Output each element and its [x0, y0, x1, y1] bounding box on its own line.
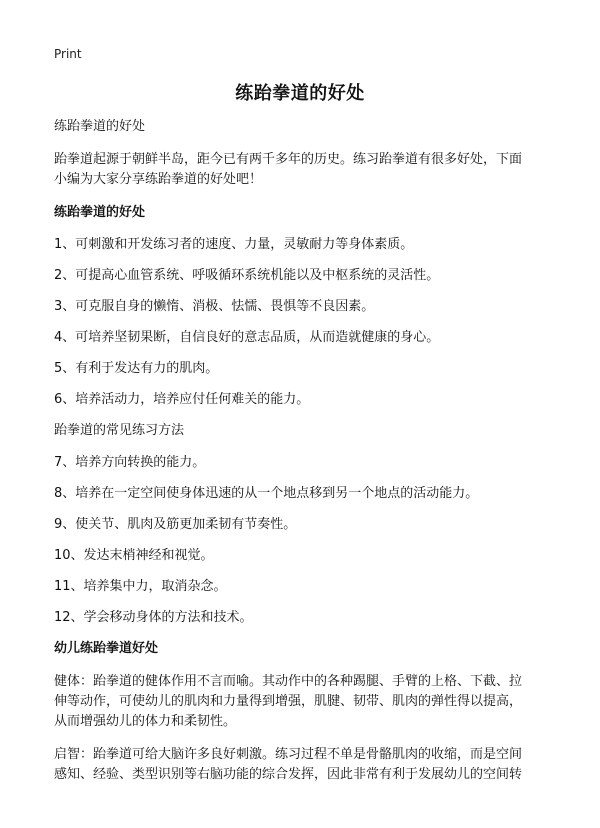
list-item: 3、可克服自身的懒惰、消极、怯懦、畏惧等不良因素。	[54, 299, 375, 314]
paragraph-fitness	[54, 672, 554, 732]
list-item: 2、可提高心血管系统、呼吸循环系统机能以及中枢系统的灵活性。	[54, 268, 440, 283]
intro-line: 跆拳道起源于朝鲜半岛，距今已有两千多年的历史。练习跆拳道有很多好处，下面	[54, 152, 523, 167]
list-item: 8、培养在一定空间使身体迅速的从一个地点移到另一个地点的活动能力。	[54, 486, 479, 501]
list-item: 11、培养集中力，取消杂念。	[54, 579, 227, 594]
list-item: 7、培养方向转换的能力。	[54, 455, 206, 470]
document-subtitle: 练跆拳道的好处	[54, 119, 146, 134]
list-item: 10、发达末梢神经和视觉。	[54, 548, 214, 563]
document-body	[54, 118, 554, 798]
section-heading-children: 幼儿练跆拳道好处	[54, 641, 159, 656]
paragraph-line: 从而增强幼儿的体力和柔韧性。	[54, 714, 237, 729]
list-item: 12、学会移动身体的方法和技术。	[54, 610, 253, 625]
section-heading-methods: 跆拳道的常见练习方法	[54, 423, 185, 438]
list-item: 5、有利于发达有力的肌肉。	[54, 361, 219, 376]
list-item: 4、可培养坚韧果断，自信良好的意志品质，从而造就健康的身心。	[54, 330, 440, 345]
paragraph-line: 伸等动作，可使幼儿的肌肉和力量得到增强，肌腱、韧带、肌肉的弹性得以提高，	[54, 694, 523, 709]
paragraph-line: 感知、经验、类型识别等右脑功能的综合发挥，因此非常有利于发展幼儿的空间转	[54, 767, 523, 782]
list-item: 9、使关节、肌肉及筋更加柔韧有节奏性。	[54, 517, 297, 532]
document-title: 练跆拳道的好处	[235, 83, 365, 104]
methods-list	[54, 454, 554, 627]
list-item: 1、可刺激和开发练习者的速度、力量，灵敏耐力等身体素质。	[54, 237, 414, 252]
section-heading-benefits: 练跆拳道的好处	[54, 205, 146, 220]
intro-line: 小编为大家分享练跆拳道的好处吧！	[54, 172, 263, 187]
paragraph-line: 启智：跆拳道可给大脑许多良好刺激。练习过程不单是骨骼肌肉的收缩，而是空间	[54, 747, 523, 762]
print-label: Print	[54, 47, 82, 61]
list-item: 6、培养活动力，培养应付任何难关的能力。	[54, 392, 310, 407]
paragraph-line: 健体：跆拳道的健体作用不言而喻。其动作中的各种踢腿、手臂的上格、下截、拉	[54, 674, 523, 689]
paragraph-intelligence	[54, 745, 554, 785]
benefits-list	[54, 236, 554, 409]
intro-paragraph	[54, 150, 554, 190]
